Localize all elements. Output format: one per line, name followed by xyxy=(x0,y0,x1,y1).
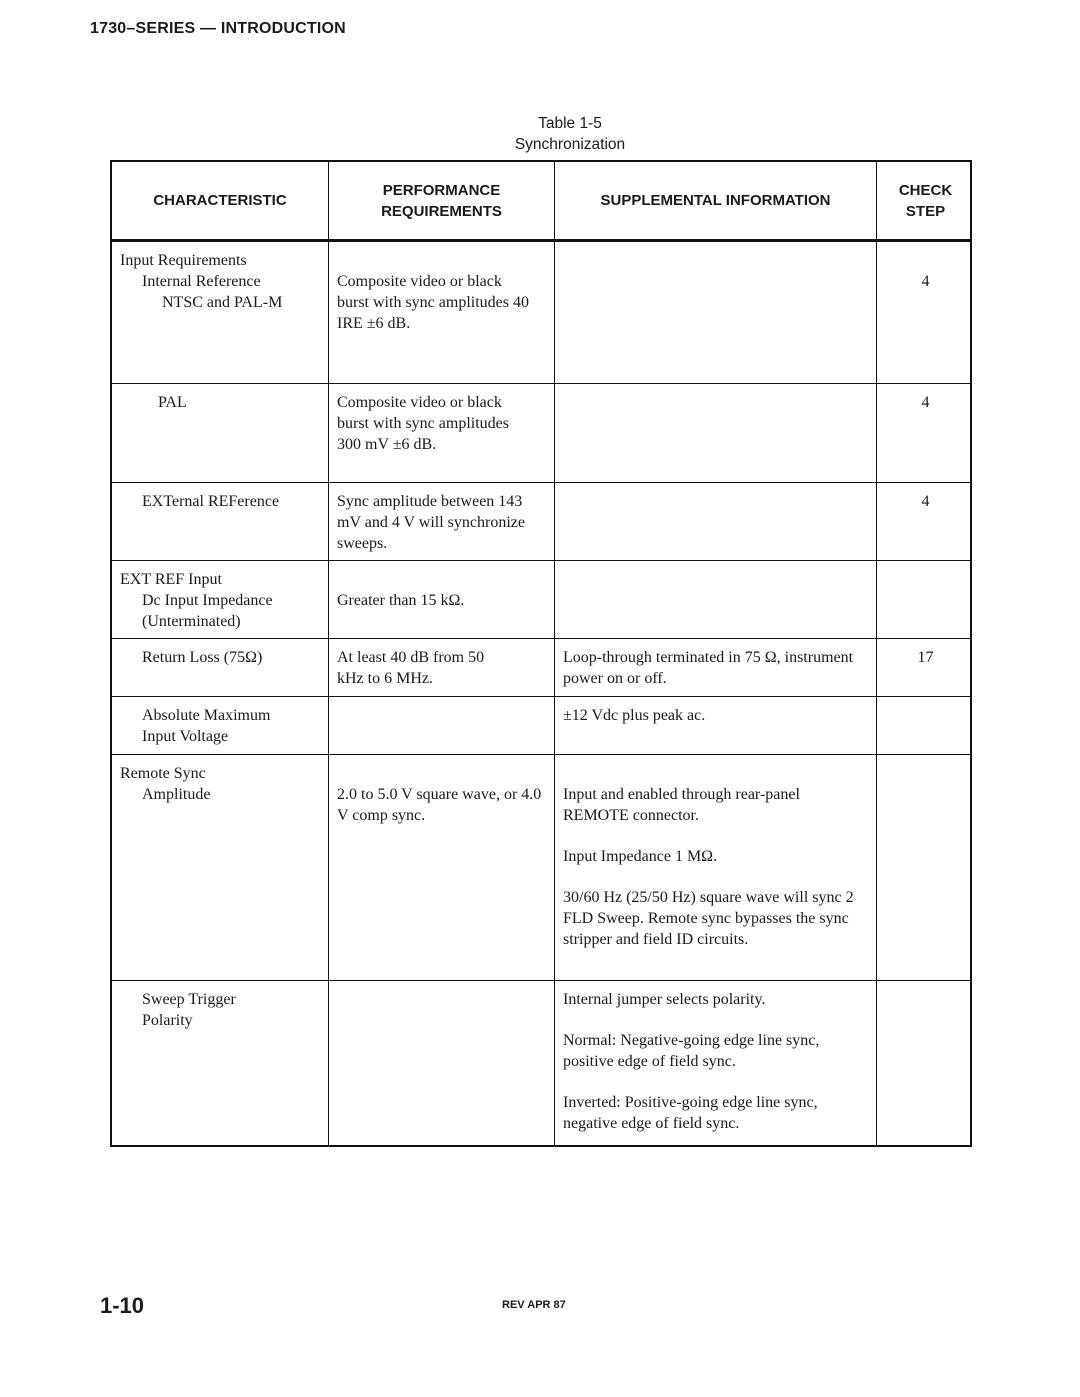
characteristic-cell xyxy=(112,755,329,980)
performance-text: 2.0 to 5.0 V square wave, or 4.0 V comp sync. xyxy=(337,786,542,824)
supplemental-text: ±12 Vdc plus peak ac. xyxy=(563,707,706,724)
running-header: 1730–SERIES — INTRODUCTION xyxy=(90,20,346,37)
table-row xyxy=(110,697,972,755)
characteristic-cell xyxy=(112,561,329,638)
table-row xyxy=(110,483,972,561)
synchronization-table xyxy=(110,160,972,1147)
supplemental-cell xyxy=(555,639,877,696)
column-header-label: SUPPLEMENTAL INFORMATION xyxy=(600,192,831,209)
table-header-row xyxy=(110,160,972,242)
performance-cell xyxy=(329,242,555,383)
table-row xyxy=(110,639,972,697)
supplemental-cell xyxy=(555,242,877,383)
table-row xyxy=(110,242,972,384)
characteristic-line: Return Loss (75Ω) xyxy=(142,649,263,666)
table-row xyxy=(110,384,972,483)
supplemental-text: Input and enabled through rear-panel REMOTE connector. xyxy=(563,786,800,824)
supplemental-text: 30/60 Hz (25/50 Hz) square wave will sync 2 FLD Sweep. Remote sync bypasses the sync stripper and field ID circuits. xyxy=(563,889,854,948)
check-step-cell xyxy=(877,981,974,1145)
supplemental-cell xyxy=(555,561,877,638)
check-step-cell xyxy=(877,755,974,980)
check-step-cell xyxy=(877,697,974,754)
characteristic-cell xyxy=(112,483,329,560)
column-header-check-step xyxy=(877,162,974,239)
performance-cell xyxy=(329,755,555,980)
check-step-cell xyxy=(877,242,974,383)
table-row xyxy=(110,981,972,1147)
column-header-performance xyxy=(329,162,555,239)
check-step-value: 4 xyxy=(921,273,930,290)
performance-text: Sync amplitude between 143 mV and 4 V will synchronize sweeps. xyxy=(337,493,525,552)
table-title: Synchronization xyxy=(514,136,626,153)
characteristic-line: Remote Sync xyxy=(120,765,206,782)
performance-text: At least 40 dB from 50 kHz to 6 MHz. xyxy=(337,649,485,687)
check-step-cell xyxy=(877,561,974,638)
supplemental-text: Inverted: Positive-going edge line sync, negative edge of field sync. xyxy=(563,1094,818,1132)
supplemental-cell xyxy=(555,981,877,1145)
characteristic-cell xyxy=(112,242,329,383)
check-step-cell xyxy=(877,639,974,696)
performance-cell xyxy=(329,561,555,638)
column-header-characteristic xyxy=(112,162,329,239)
characteristic-cell xyxy=(112,697,329,754)
characteristic-cell xyxy=(112,384,329,482)
page-number: 1-10 xyxy=(100,1293,145,1318)
check-step-value: 4 xyxy=(921,493,930,510)
supplemental-text: Loop-through terminated in 75 Ω, instrument power on or off. xyxy=(563,649,854,687)
characteristic-line: Absolute Maximum xyxy=(142,707,271,724)
table-caption xyxy=(0,113,1080,155)
table-row xyxy=(110,755,972,981)
supplemental-text: Normal: Negative-going edge line sync, positive edge of field sync. xyxy=(563,1032,820,1070)
table-number: Table 1-5 xyxy=(538,115,602,132)
characteristic-line: EXT REF Input xyxy=(120,571,222,588)
column-header-label: CHARACTERISTIC xyxy=(153,192,287,209)
characteristic-cell xyxy=(112,639,329,696)
check-step-value: 17 xyxy=(917,649,934,666)
supplemental-text: Internal jumper selects polarity. xyxy=(563,991,766,1008)
performance-cell xyxy=(329,697,555,754)
supplemental-cell xyxy=(555,697,877,754)
characteristic-line: Internal Reference xyxy=(142,273,261,290)
column-header-label: CHECK STEP xyxy=(898,181,953,220)
check-step-value: 4 xyxy=(921,394,930,411)
characteristic-line: (Unterminated) xyxy=(142,613,241,630)
characteristic-line: Polarity xyxy=(142,1012,193,1029)
characteristic-line: Input Voltage xyxy=(142,728,229,745)
characteristic-line: Amplitude xyxy=(142,786,211,803)
characteristic-line: Input Requirements xyxy=(120,252,247,269)
characteristic-line: EXTernal REFerence xyxy=(142,493,280,510)
check-step-cell xyxy=(877,384,974,482)
revision-date: REV APR 87 xyxy=(502,1299,566,1311)
performance-cell xyxy=(329,639,555,696)
performance-text: Greater than 15 kΩ. xyxy=(337,592,465,609)
supplemental-text: Input Impedance 1 MΩ. xyxy=(563,848,718,865)
characteristic-line: Dc Input Impedance xyxy=(142,592,273,609)
column-header-supplemental xyxy=(555,162,877,239)
performance-text: Composite video or black burst with sync amplitudes 40 IRE ±6 dB. xyxy=(337,273,529,332)
supplemental-cell xyxy=(555,755,877,980)
performance-text: Composite video or black burst with sync amplitudes 300 mV ±6 dB. xyxy=(337,394,509,453)
check-step-cell xyxy=(877,483,974,560)
characteristic-line: Sweep Trigger xyxy=(142,991,236,1008)
characteristic-cell xyxy=(112,981,329,1145)
performance-cell xyxy=(329,483,555,560)
performance-cell xyxy=(329,384,555,482)
performance-cell xyxy=(329,981,555,1145)
table-row xyxy=(110,561,972,639)
supplemental-cell xyxy=(555,483,877,560)
characteristic-line: NTSC and PAL-M xyxy=(162,294,283,311)
column-header-label: PERFORMANCE REQUIREMENTS xyxy=(381,181,502,220)
supplemental-paragraphs xyxy=(563,784,868,950)
characteristic-line: PAL xyxy=(158,394,187,411)
supplemental-cell xyxy=(555,384,877,482)
